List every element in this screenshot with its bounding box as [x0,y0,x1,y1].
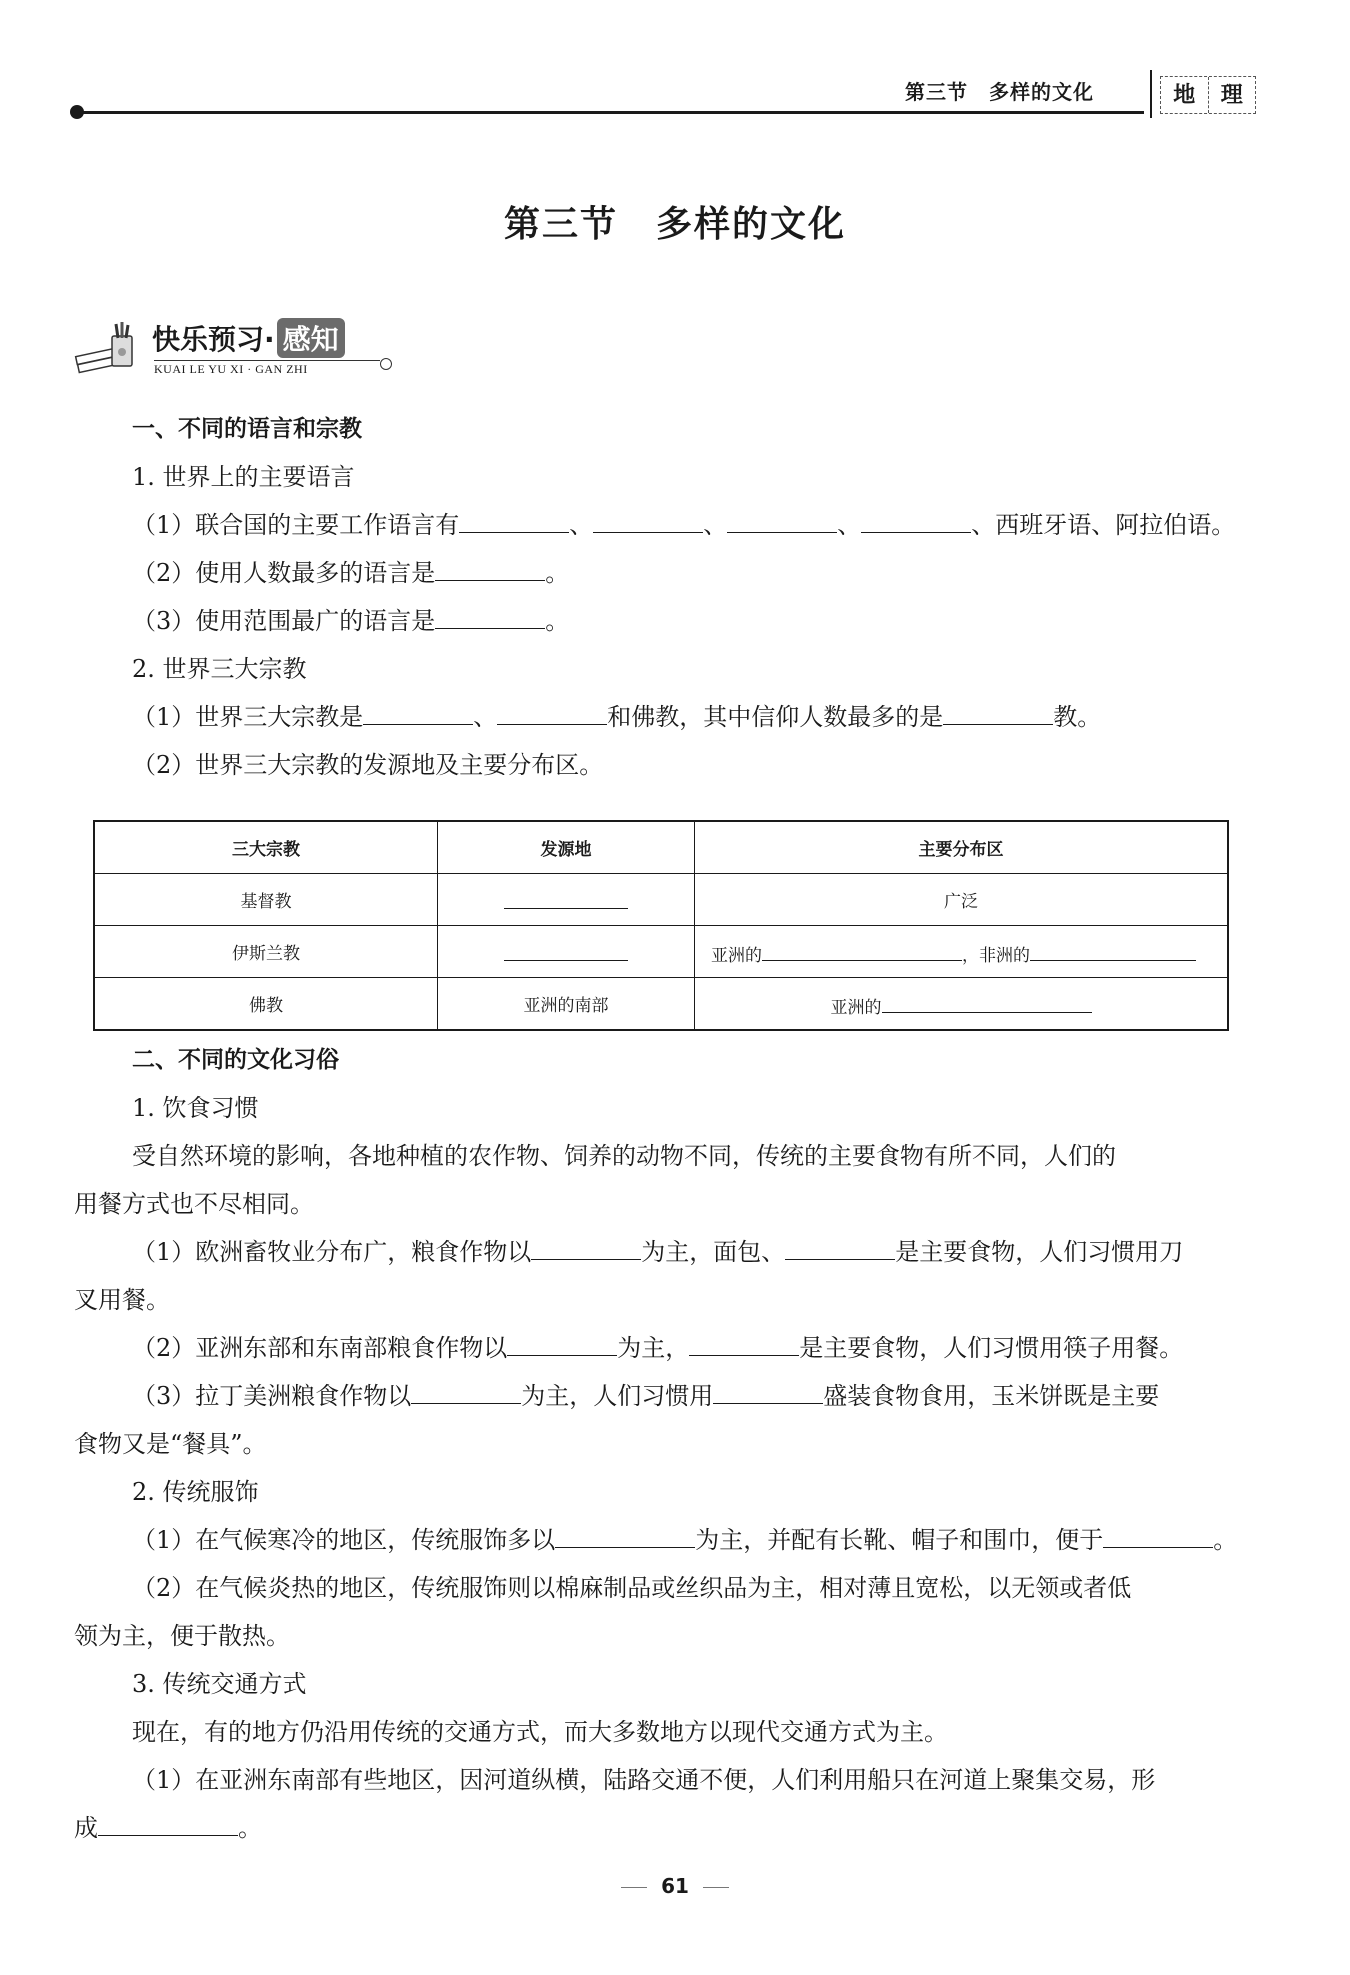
q-sep: 。 [545,607,570,635]
q-text: 是主要食物，人们习惯用筷子用餐。 [799,1334,1184,1362]
q-sep: 、 [703,511,728,539]
answer-blank[interactable] [435,550,545,581]
q-text: 叉用餐。 [74,1286,170,1314]
answer-blank[interactable] [98,1805,238,1836]
q-text: 成 [74,1814,98,1842]
table-row [94,978,1228,1031]
cell-origin: 亚洲的南部 [438,978,695,1031]
subject-char-1: 地 [1173,82,1196,108]
banner-pinyin: KUAI LE YU XI · GAN ZHI [154,362,308,376]
languages-subtitle: 1. 世界上的主要语言 [132,463,355,491]
cell-religion: 佛教 [94,978,438,1031]
q-text: （1）欧洲畜牧业分布广，粮食作物以 [132,1238,532,1266]
cell-text: 亚洲的 [830,997,882,1018]
question-hot-clothing [74,1564,1254,1660]
cell-distribution [695,926,1229,978]
answer-blank[interactable] [504,938,628,961]
q-text: 。 [1213,1526,1238,1554]
answer-blank[interactable] [713,1373,823,1404]
answer-blank[interactable] [785,1229,895,1260]
answer-blank[interactable] [507,1325,617,1356]
q-text: （2）在气候炎热的地区，传统服饰则以棉麻制品或丝织品为主，相对薄且宽松，以无领或者低 [132,1574,1132,1602]
q-text: 和佛教，其中信仰人数最多的是 [607,703,944,731]
q-text: 盛装食物食用，玉米饼既是主要 [823,1382,1160,1410]
col-distribution: 主要分布区 [695,821,1229,874]
q-sep: 。 [545,559,570,587]
q-text: （1）在亚洲东南部有些地区，因河道纵横，陆路交通不便，人们利用船只在河道上聚集交易，形 [132,1766,1156,1794]
q-text: 教。 [1053,703,1102,731]
part1-block [74,405,1254,789]
q-text: （2）使用人数最多的语言是 [132,559,436,587]
q-text: 、西班牙语、阿拉伯语。 [971,511,1236,539]
religion-table [93,820,1229,1031]
food-intro [74,1132,1254,1228]
q-sep: 、 [569,511,594,539]
cell-distribution [695,978,1229,1031]
part2-heading: 二、不同的文化习俗 [132,1047,339,1073]
banner-tag: 感知 [277,318,345,358]
q-text: （1）联合国的主要工作语言有 [132,511,460,539]
banner-dot: · [264,323,275,356]
banner-rule [154,360,380,361]
page-number-text: 61 [661,1874,689,1898]
page-number-dash [621,1887,647,1888]
q-text: （1）世界三大宗教是 [132,703,364,731]
clothing-subtitle: 2. 传统服饰 [132,1478,259,1506]
question-europe-food [74,1228,1254,1324]
page-number-dash [703,1887,729,1888]
para-text: 用餐方式也不尽相同。 [74,1190,314,1218]
banner-title [152,318,345,358]
para-text: 受自然环境的影响，各地种植的农作物、饲养的动物不同，传统的主要食物有所不同，人们的 [132,1142,1116,1170]
answer-blank[interactable] [762,938,962,961]
answer-blank[interactable] [555,1517,695,1548]
answer-blank[interactable] [531,1229,641,1260]
answer-blank[interactable] [943,694,1053,725]
question-religion-origin: （2）世界三大宗教的发源地及主要分布区。 [132,751,604,779]
question-three-religions [74,693,1254,741]
cell-text: 亚洲的 [711,945,762,966]
question-widest-use [74,597,1254,645]
page-number [0,1874,1350,1898]
page-title: 第三节 多样的文化 [503,204,846,245]
answer-blank[interactable] [411,1373,521,1404]
part1-heading: 一、不同的语言和宗教 [132,416,362,442]
cell-religion: 伊斯兰教 [94,926,438,978]
q-text: 为主，面包、 [641,1238,786,1266]
q-text: 为主， [617,1334,690,1362]
answer-blank[interactable] [727,502,837,533]
section-banner [72,312,402,382]
q-sep: 、 [837,511,862,539]
cell-origin [438,874,695,926]
banner-ring [380,358,392,370]
answer-blank[interactable] [363,694,473,725]
question-most-speakers [74,549,1254,597]
answer-blank[interactable] [689,1325,799,1356]
cell-religion: 基督教 [94,874,438,926]
question-asia-food [74,1324,1254,1372]
question-cold-clothing [74,1516,1254,1564]
table-row [94,874,1228,926]
col-origin: 发源地 [438,821,695,874]
q-text: （2）亚洲东部和东南部粮食作物以 [132,1334,508,1362]
answer-blank[interactable] [861,502,971,533]
answer-blank[interactable] [882,990,1092,1013]
transport-subtitle: 3. 传统交通方式 [132,1670,307,1698]
q-text: 为主，并配有长靴、帽子和围巾，便于 [695,1526,1104,1554]
question-un-languages [74,501,1254,549]
subject-badge [1160,76,1256,114]
cell-distribution: 广泛 [695,874,1229,926]
table-row [94,926,1228,978]
q-text: 是主要食物，人们习惯用刀 [895,1238,1184,1266]
answer-blank[interactable] [1030,938,1196,961]
col-religion: 三大宗教 [94,821,438,874]
q-text: （1）在气候寒冷的地区，传统服饰多以 [132,1526,556,1554]
q-text: 食物又是“餐具”。 [74,1430,267,1458]
banner-main-text: 快乐预习 [152,323,265,356]
answer-blank[interactable] [497,694,607,725]
header-rule [78,111,1144,114]
cell-text: ，非洲的 [962,945,1030,966]
question-floating-market [74,1756,1254,1852]
transport-intro: 现在，有的地方仍沿用传统的交通方式，而大多数地方以现代交通方式为主。 [132,1718,948,1746]
header-section-title: 第三节 多样的文化 [905,80,1094,104]
q-text: 。 [238,1814,262,1842]
answer-blank[interactable] [1103,1517,1213,1548]
part2-block [74,1036,1254,1852]
cell-origin [438,926,695,978]
food-subtitle: 1. 饮食习惯 [132,1094,259,1122]
q-text: 为主，人们习惯用 [521,1382,714,1410]
table-header-row [94,821,1228,874]
religions-subtitle: 2. 世界三大宗教 [132,655,307,683]
answer-blank[interactable] [459,502,569,533]
q-text: 领为主，便于散热。 [74,1622,290,1650]
q-text: （3）使用范围最广的语言是 [132,607,436,635]
books-pencils-icon [72,322,138,374]
answer-blank[interactable] [435,598,545,629]
header-divider [1150,70,1152,118]
subject-char-2: 理 [1208,77,1256,113]
q-text: （3）拉丁美洲粮食作物以 [132,1382,412,1410]
answer-blank[interactable] [504,886,628,909]
answer-blank[interactable] [593,502,703,533]
question-latin-food [74,1372,1254,1468]
q-sep: 、 [473,703,498,731]
